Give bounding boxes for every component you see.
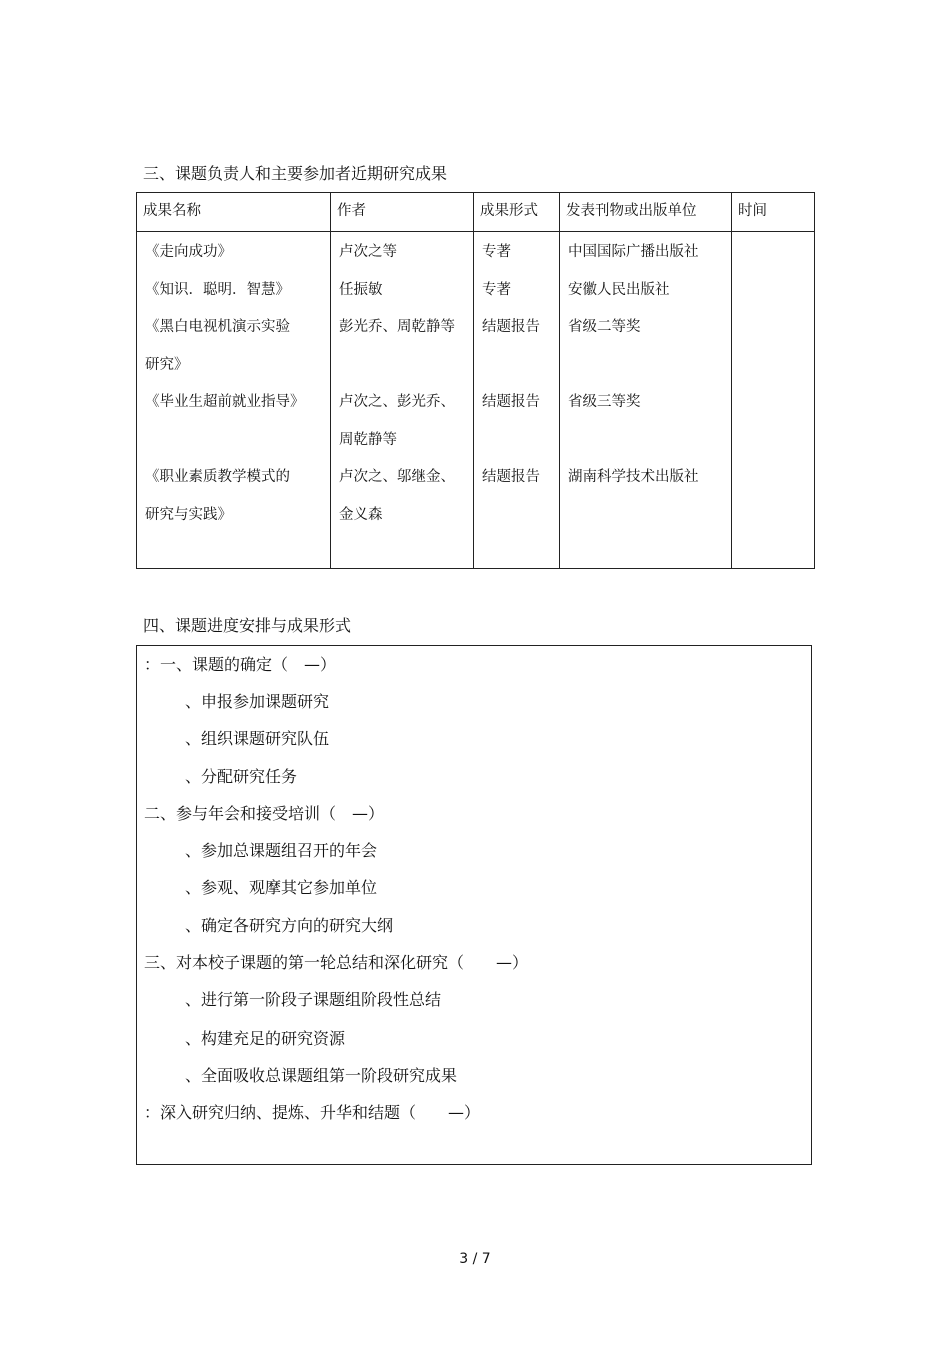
cell-form: 结题报告 bbox=[482, 394, 540, 410]
header-publisher: 发表刊物或出版单位 bbox=[560, 193, 732, 232]
col-name bbox=[137, 232, 331, 569]
header-name: 成果名称 bbox=[137, 193, 331, 232]
section3-title: 三、课题负责人和主要参加者近期研究成果 bbox=[143, 164, 448, 183]
cell-name: 《黑白电视机演示实验 bbox=[145, 319, 290, 335]
plan-item-sub: 、构建充足的研究资源 bbox=[185, 1029, 346, 1048]
page-number: 3 / 7 bbox=[459, 1251, 491, 1267]
cell-form: 结题报告 bbox=[482, 319, 540, 335]
cell-name: 《走向成功》 bbox=[145, 244, 232, 260]
plan-item-sub: 、确定各研究方向的研究大纲 bbox=[185, 916, 394, 935]
cell-author: 任振敏 bbox=[339, 281, 383, 298]
cell-form: 结题报告 bbox=[482, 469, 540, 485]
cell-publisher: 中国国际广播出版社 bbox=[568, 244, 699, 260]
cell-publisher: 湖南科学技术出版社 bbox=[568, 469, 699, 485]
col-author bbox=[331, 232, 474, 569]
cell-author: 卢次之、彭光乔、 bbox=[339, 394, 455, 410]
section4-title: 四、课题进度安排与成果形式 bbox=[143, 616, 352, 635]
plan-item-main: 二、参与年会和接受培训（ —） bbox=[144, 804, 385, 823]
cell-author: 金义森 bbox=[339, 506, 383, 523]
results-table bbox=[136, 192, 815, 569]
cell-name: 《知识．聪明．智慧》 bbox=[145, 281, 290, 298]
cell-name: 研究》 bbox=[145, 356, 189, 373]
schedule-box bbox=[136, 645, 812, 1165]
plan-item-sub: 、分配研究任务 bbox=[185, 767, 298, 786]
plan-item-main: ：深入研究归纳、提炼、升华和结题（ —） bbox=[144, 1103, 481, 1122]
cell-name: 《职业素质教学模式的 bbox=[145, 469, 290, 485]
plan-item-main: 三、对本校子课题的第一轮总结和深化研究（ —） bbox=[144, 953, 529, 972]
cell-author: 卢次之、邬继金、 bbox=[339, 469, 455, 485]
cell-publisher: 省级二等奖 bbox=[568, 319, 641, 335]
table-body-row bbox=[137, 232, 815, 569]
plan-item-sub: 、全面吸收总课题组第一阶段研究成果 bbox=[185, 1066, 458, 1085]
col-time bbox=[732, 232, 815, 569]
cell-author: 卢次之等 bbox=[339, 244, 397, 260]
plan-item-sub: 、组织课题研究队伍 bbox=[185, 729, 330, 748]
cell-form: 专著 bbox=[482, 281, 511, 298]
cell-author: 周乾静等 bbox=[339, 431, 397, 448]
plan-item-sub: 、参观、观摩其它参加单位 bbox=[185, 878, 378, 897]
plan-item-main: ：一、课题的确定（ —） bbox=[144, 655, 337, 674]
plan-item-sub: 、申报参加课题研究 bbox=[185, 692, 330, 711]
table-header-row bbox=[137, 193, 815, 232]
header-form: 成果形式 bbox=[474, 193, 560, 232]
col-form bbox=[474, 232, 560, 569]
plan-item-sub: 、进行第一阶段子课题组阶段性总结 bbox=[185, 990, 442, 1009]
cell-publisher: 安徽人民出版社 bbox=[568, 281, 670, 298]
header-time: 时间 bbox=[732, 193, 815, 232]
cell-name: 《毕业生超前就业指导》 bbox=[145, 394, 305, 410]
cell-name: 研究与实践》 bbox=[145, 506, 232, 523]
plan-item-sub: 、参加总课题组召开的年会 bbox=[185, 841, 378, 860]
col-publisher bbox=[560, 232, 732, 569]
header-author: 作者 bbox=[331, 193, 474, 232]
cell-form: 专著 bbox=[482, 244, 511, 260]
cell-publisher: 省级三等奖 bbox=[568, 394, 641, 410]
cell-author: 彭光乔、周乾静等 bbox=[339, 319, 455, 335]
